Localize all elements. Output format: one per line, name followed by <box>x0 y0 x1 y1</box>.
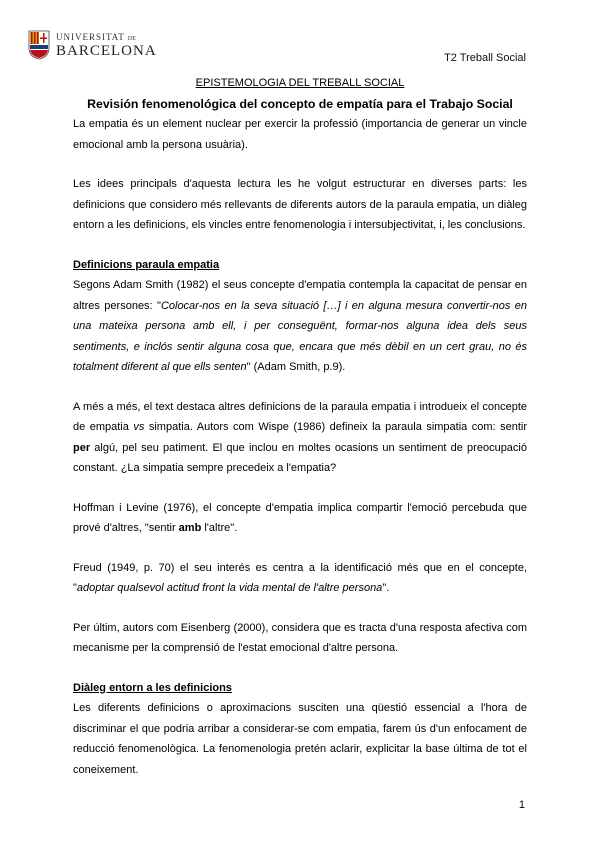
logo-wordmark-bottom: BARCELONA <box>56 43 157 59</box>
intro-paragraph: La empatia és un element nuclear per exercir la professió (importancia de generar un vincle emocional amb la persona usuària). <box>73 118 527 151</box>
freud-paragraph: Freud (1949, p. 70) el seu interés es centra a la identificació més que en el concepte, "adoptar qualsevol actitud front la vida mental de l'altre persona". <box>73 561 527 594</box>
hoffman-paragraph: Hoffman i Levine (1976), el concepte d'empatia implica compartir l'emoció percebuda que prové d'altres, "sentir amb l'altre". <box>73 501 527 534</box>
structure-paragraph: Les idees principals d'aquesta lectura les he volgut estructurar en diverses parts: les definicions que considero més rellevants de diferents autors de la paraula empatia, un diàleg entorn a les definicions, els vincles entre fenomenologia i intersubjectivitat, i, les conclusions. <box>73 178 527 231</box>
document-body <box>73 73 527 799</box>
page-number: 1 <box>518 799 525 811</box>
smith-paragraph: Segons Adam Smith (1982) el seus concepte d'empatia contempla la capacitat de pensar en altres persones: "Colocar-nos en la seva situació […] i en alguna mesura convertir-nos en una mateixa persona amb ell, i per conseguënt, formar-nos alguna idea dels seus sentiments, e inclós sentir alguna cosa que, encara que més dèbil en un cert grau, no és totalment diferent al que ells senten" (Adam Smith, p.9). <box>73 279 527 373</box>
wispe-paragraph: A més a més, el text destaca altres definicions de la paraula empatia i introdueix el concepte de empatia vs simpatia. Autors com Wispe (1986) defineix la paraula simpatia com: sentir per algú, pel seu patiment. El que inclou en moltes ocasions un sentiment de preocupació constant. ¿La simpatia sempre precedeix a l'empatia? <box>73 400 527 474</box>
document-title: EPISTEMOLOGIA DEL TREBALL SOCIAL <box>195 77 405 89</box>
section-heading-definitions: Definicions paraula empatia <box>73 258 220 271</box>
section-heading-dialogue: Diàleg entorn a les definicions <box>73 681 232 694</box>
university-logo <box>28 30 157 64</box>
logo-wordmark-top: UNIVERSITAT DE <box>56 32 136 42</box>
course-label: T2 Treball Social <box>444 52 526 64</box>
eisenberg-paragraph: Per últim, autors com Eisenberg (2000), considera que es tracta d'una resposta afectiva com mecanisme per la comprensió de l'estat emocional d'altre persona. <box>73 621 527 654</box>
dialogue-paragraph: Les diferents definicions o aproximacions susciten una qüestió essencial a l'hora de discriminar el que podria arribar a considerar-se com empatia, farem ús d'un enfocament de reducció fenomenològica. La fenomenologia pretén aclarir, explicitar la base última de tot el coneixement. <box>73 702 527 776</box>
document-subtitle: Revisión fenomenológica del concepto de empatía para el Trabajo Social <box>87 96 513 111</box>
university-shield-icon <box>28 30 50 60</box>
